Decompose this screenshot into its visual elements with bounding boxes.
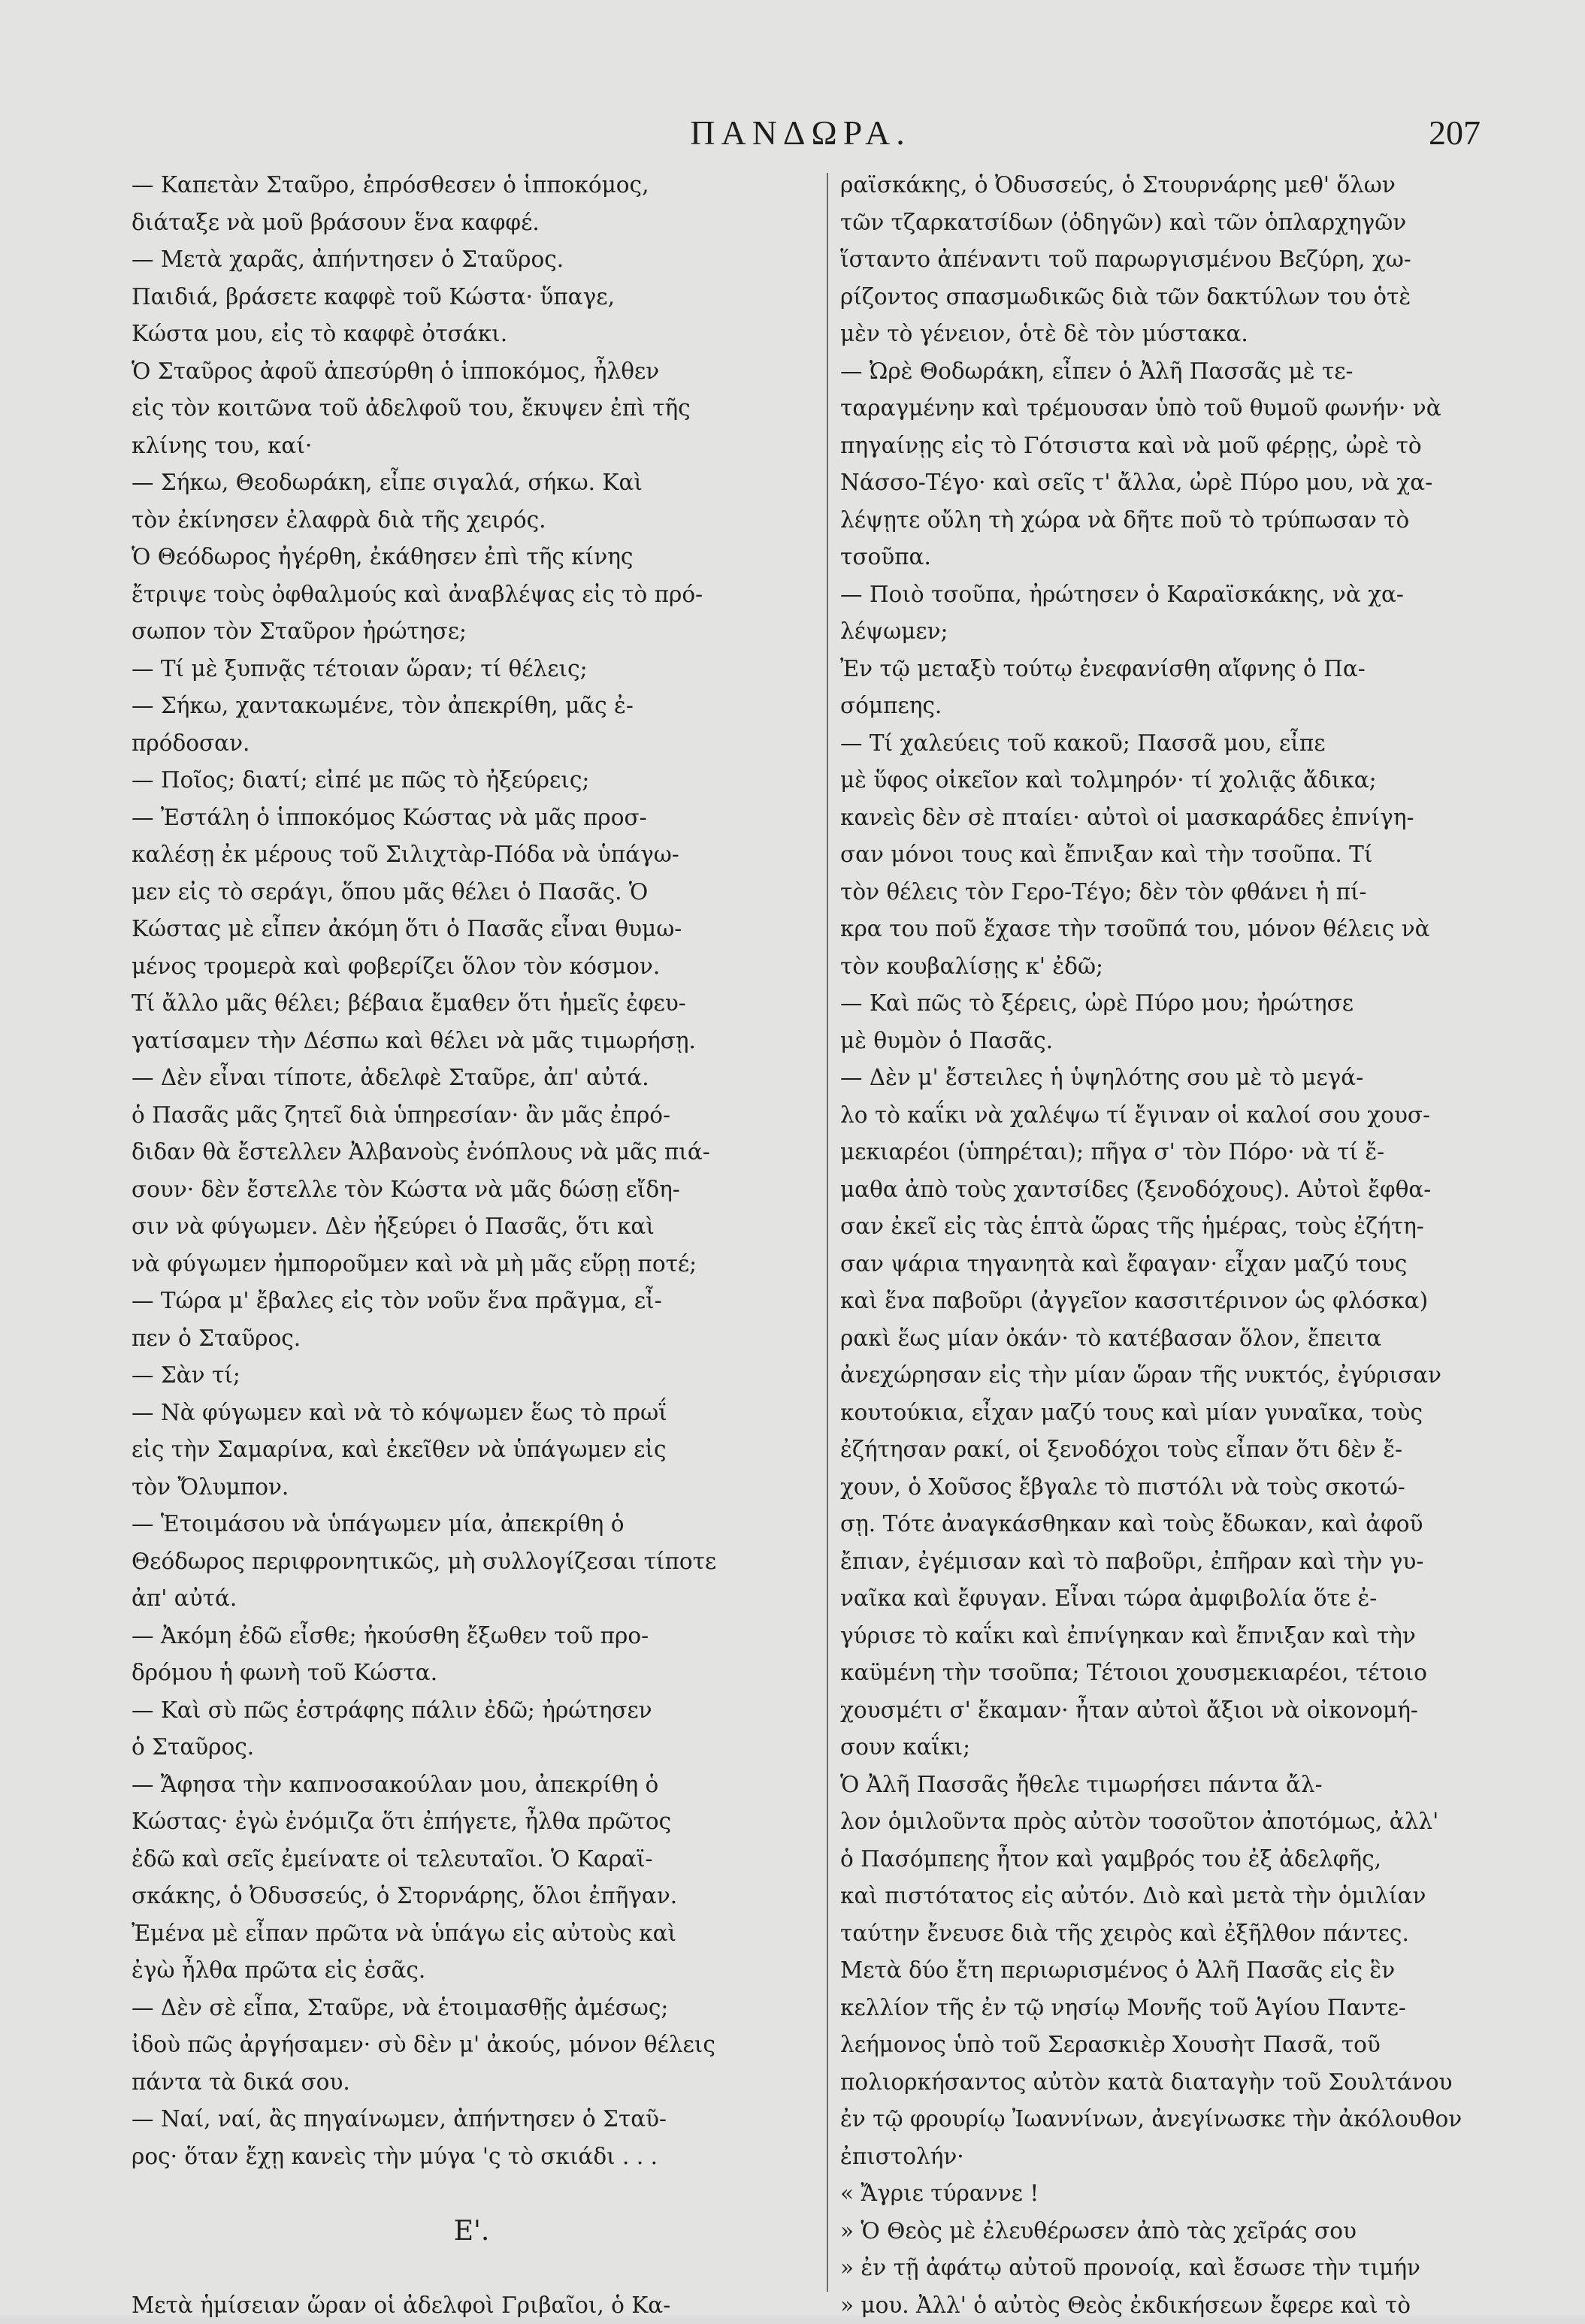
text-line <box>132 2250 812 2287</box>
text-line: — Ἀκόμη ἐδῶ εἶσθε; ἠκούσθη ἔξωθεν τοῦ προ- <box>132 1618 812 1655</box>
text-line: ἔτριψε τοὺς ὀφθαλμούς καὶ ἀναβλέψας εἰς τὸ πρό- <box>132 576 812 614</box>
text-line: ἐδῶ καὶ σεῖς ἐμείνατε οἱ τελευταῖοι. Ὁ Καραϊ- <box>132 1841 812 1878</box>
text-line: λέψῃτε οὔλη τὴ χώρα νὰ δῆτε ποῦ τὸ τρύπωσαν τὸ <box>840 502 1483 539</box>
text-line: — Σήκω, χαντακωμένε, τὸν ἀπεκρίθη, μᾶς ἐ- <box>132 688 812 725</box>
right-column <box>840 167 1483 2301</box>
section-heading: Ε'. <box>132 2213 812 2250</box>
text-line: σωπον τὸν Σταῦρον ἠρώτησε; <box>132 613 812 651</box>
text-line: » μου. Ἀλλ' ὁ αὐτὸς Θεὸς ἐκδικήσεων ἔφερε καὶ τὸ <box>840 2287 1483 2324</box>
text-line: καὶ πιστότατος εἰς αὐτόν. Διὸ καὶ μετὰ τὴν ὁμιλίαν <box>840 1878 1483 1915</box>
text-line: Κώστας μὲ εἶπεν ἀκόμη ὅτι ὁ Πασᾶς εἶναι θυμω- <box>132 911 812 948</box>
text-line: διδαν θὰ ἔστελλεν Ἀλβανοὺς ἐνόπλους νὰ μᾶς πιά- <box>132 1134 812 1171</box>
text-line: — Τί μὲ ξυπνᾷς τέτοιαν ὥραν; τί θέλεις; <box>132 651 812 688</box>
text-line: ρος· ὅταν ἔχῃ κανεὶς τὴν μύγα 'ς τὸ σκιάδι . . . <box>132 2138 812 2176</box>
text-line: Θεόδωρος περιφρονητικῶς, μὴ συλλογίζεσαι τίποτε <box>132 1543 812 1581</box>
text-line: σαν μόνοι τους καὶ ἔπνιξαν καὶ τὴν τσοῦπα. Τί <box>840 836 1483 874</box>
text-line: λο τὸ καΐκι νὰ χαλέψω τί ἔγιναν οἱ καλοί σου χουσ- <box>840 1097 1483 1135</box>
text-line: — Ποῖος; διατί; εἰπέ με πῶς τὸ ἠξεύρεις; <box>132 762 812 799</box>
page-number: 207 <box>1429 113 1481 153</box>
text-line: Μετὰ δύο ἔτη περιωρισμένος ὁ Ἀλῆ Πασᾶς εἰς ἓν <box>840 1952 1483 1990</box>
text-line: — Ποιὸ τσοῦπα, ἠρώτησεν ὁ Καραϊσκάκης, νὰ χα- <box>840 576 1483 614</box>
text-line: Κώστας· ἐγὼ ἐνόμιζα ὅτι ἐπήγετε, ἦλθα πρῶτος <box>132 1803 812 1841</box>
text-line: Ἐν τῷ μεταξὺ τούτῳ ἐνεφανίσθη αἴφνης ὁ Πα- <box>840 651 1483 688</box>
text-line: — Νὰ φύγωμεν καὶ νὰ τὸ κόψωμεν ἕως τὸ πρωΐ <box>132 1395 812 1432</box>
text-line: διάταξε νὰ μοῦ βράσουν ἕνα καφφέ. <box>132 204 812 242</box>
text-line: λεήμονος ὑπὸ τοῦ Σερασκιὲρ Χουσὴτ Πασᾶ, τοῦ <box>840 2026 1483 2064</box>
text-line: κανεὶς δὲν σὲ πταίει· αὐτοὶ οἱ μασκαράδες ἐπνίγη- <box>840 799 1483 837</box>
text-line: — Ναί, ναί, ἂς πηγαίνωμεν, ἀπήντησεν ὁ Σταῦ- <box>132 2101 812 2138</box>
text-line: σόμπεης. <box>840 688 1483 725</box>
text-line: γατίσαμεν τὴν Δέσπω καὶ θέλει νὰ μᾶς τιμωρήσῃ. <box>132 1023 812 1060</box>
text-line: πρόδοσαν. <box>132 725 812 763</box>
text-line: ἰδοὺ πῶς ἀργήσαμεν· σὺ δὲν μ' ἀκούς, μόνον θέλεις <box>132 2026 812 2064</box>
text-line: ναῖκα καὶ ἔφυγαν. Εἶναι τώρα ἀμφιβολία ὅτε ἐ- <box>840 1580 1483 1618</box>
text-line: Νάσσο-Τέγο· καὶ σεῖς τ' ἄλλα, ὠρὲ Πύρο μου, νὰ χα- <box>840 464 1483 502</box>
text-line: — Ὠρὲ Θοδωράκη, εἶπεν ὁ Ἀλῆ Πασσᾶς μὲ τε- <box>840 353 1483 391</box>
text-line: — Καὶ πῶς τὸ ξέρεις, ὠρὲ Πύρο μου; ἠρώτησε <box>840 985 1483 1023</box>
text-line: μαθα ἀπὸ τοὺς χαντσίδες (ξενοδόχους). Αὐτοὶ ἔφθα- <box>840 1171 1483 1209</box>
text-line: κουτούκια, εἶχαν μαζύ τους καὶ μίαν γυναῖκα, τοὺς <box>840 1395 1483 1432</box>
text-line: ἐζήτησαν ρακί, οἱ ξενοδόχοι τοὺς εἶπαν ὅτι δὲν ἔ- <box>840 1431 1483 1469</box>
text-line: σαν ψάρια τηγανητὰ καὶ ἔφαγαν· εἶχαν μαζύ τους <box>840 1246 1483 1283</box>
text-line: Τί ἄλλο μᾶς θέλει; βέβαια ἔμαθεν ὅτι ἡμεῖς ἐφευ- <box>132 985 812 1023</box>
text-line: τὸν ἐκίνησεν ἐλαφρὰ διὰ τῆς χειρός. <box>132 502 812 539</box>
text-line: ὁ Πασᾶς μᾶς ζητεῖ διὰ ὑπηρεσίαν· ἂν μᾶς ἐπρό- <box>132 1097 812 1135</box>
text-line: εἰς τὴν Σαμαρίνα, καὶ ἐκεῖθεν νὰ ὑπάγωμεν εἰς <box>132 1431 812 1469</box>
text-line: σιν νὰ φύγωμεν. Δὲν ἠξεύρει ὁ Πασᾶς, ὅτι καὶ <box>132 1208 812 1246</box>
text-line <box>132 2175 812 2213</box>
text-line: σουν· δὲν ἔστελλε τὸν Κώστα νὰ μᾶς δώσῃ εἴδη- <box>132 1171 812 1209</box>
text-line: Ὁ Σταῦρος ἀφοῦ ἀπεσύρθη ὁ ἱπποκόμος, ἦλθεν <box>132 353 812 391</box>
running-title: ΠΑΝΔΩΡΑ. <box>120 113 1481 153</box>
text-line: ρίζοντος σπασμωδικῶς διὰ τῶν δακτύλων του ὁτὲ <box>840 279 1483 316</box>
text-line: — Μετὰ χαρᾶς, ἀπήντησεν ὁ Σταῦρος. <box>132 241 812 279</box>
left-column <box>132 167 812 2301</box>
text-line: λέψωμεν; <box>840 613 1483 651</box>
text-line: — Τί χαλεύεις τοῦ κακοῦ; Πασσᾶ μου, εἶπε <box>840 725 1483 763</box>
text-line: χουν, ὁ Χοῦσος ἔβγαλε τὸ πιστόλι νὰ τοὺς σκοτώ- <box>840 1469 1483 1507</box>
text-line: ἐπιστολήν· <box>840 2138 1483 2176</box>
text-line: ρακὶ ἕως μίαν ὀκάν· τὸ κατέβασαν ὅλον, ἔπειτα <box>840 1320 1483 1358</box>
text-line: — Ἐστάλη ὁ ἱπποκόμος Κώστας νὰ μᾶς προσ- <box>132 799 812 837</box>
text-line: μεκιαρέοι (ὑπηρέται); πῆγα σ' τὸν Πόρο· νὰ τί ἔ- <box>840 1134 1483 1171</box>
text-line: Ὁ Θεόδωρος ἠγέρθη, ἐκάθησεν ἐπὶ τῆς κίνης <box>132 539 812 576</box>
text-line: μένος τρομερὰ καὶ φοβερίζει ὅλον τὸν κόσμον. <box>132 948 812 986</box>
text-line: μὲ θυμὸν ὁ Πασᾶς. <box>840 1023 1483 1060</box>
text-line: — Δὲν μ' ἔστειλες ἡ ὑψηλότης σου μὲ τὸ μεγά- <box>840 1059 1483 1097</box>
text-line: ὁ Σταῦρος. <box>132 1729 812 1766</box>
text-line: — Καὶ σὺ πῶς ἐστράφης πάλιν ἐδῶ; ἠρώτησεν <box>132 1692 812 1730</box>
text-line: — Ἄφησα τὴν καπνοσακούλαν μου, ἀπεκρίθη ὁ <box>132 1766 812 1804</box>
text-line: γύρισε τὸ καΐκι καὶ ἐπνίγηκαν καὶ ἔπνιξαν καὶ τὴν <box>840 1618 1483 1655</box>
text-line: — Σήκω, Θεοδωράκη, εἶπε σιγαλά, σήκω. Καὶ <box>132 464 812 502</box>
text-line: μὲν τὸ γένειον, ὁτὲ δὲ τὸν μύστακα. <box>840 316 1483 353</box>
text-line: — Τώρα μ' ἔβαλες εἰς τὸν νοῦν ἕνα πρᾶγμα, εἶ- <box>132 1283 812 1320</box>
text-line: Ὁ Ἀλῆ Πασσᾶς ἤθελε τιμωρήσει πάντα ἄλ- <box>840 1766 1483 1804</box>
text-line: μὲ ὕφος οἰκεῖον καὶ τολμηρόν· τί χολιᾷς ἄδικα; <box>840 762 1483 799</box>
text-line: ἐν τῷ φρουρίῳ Ἰωαννίνων, ἀνεγίνωσκε τὴν ἀκόλουθον <box>840 2101 1483 2138</box>
text-line: τῶν τζαρκατσίδων (ὁδηγῶν) καὶ τῶν ὁπλαρχηγῶν <box>840 204 1483 242</box>
text-line: σαν ἐκεῖ εἰς τὰς ἑπτὰ ὥρας τῆς ἡμέρας, τοὺς ἐζήτη- <box>840 1208 1483 1246</box>
text-line: τὸν θέλεις τὸν Γερο-Τέγο; δὲν τὸν φθάνει ἡ πί- <box>840 874 1483 911</box>
page-header <box>120 113 1481 165</box>
text-line: καὶ ἕνα παβοῦρι (ἀγγεῖον κασσιτέρινον ὡς φλόσκα) <box>840 1283 1483 1320</box>
text-line: — Δὲν εἶναι τίποτε, ἀδελφὲ Σταῦρε, ἀπ' αὐτά. <box>132 1059 812 1097</box>
text-line: « Ἄγριε τύραννε ! <box>840 2175 1483 2213</box>
text-line: κλίνης του, καί· <box>132 428 812 465</box>
text-line: καλέσῃ ἐκ μέρους τοῦ Σιλιχτὰρ-Πόδα νὰ ὑπάγω- <box>132 836 812 874</box>
text-line: — Ἑτοιμάσου νὰ ὑπάγωμεν μία, ἀπεκρίθη ὁ <box>132 1506 812 1543</box>
text-line: ταραγμένην καὶ τρέμουσαν ὑπὸ τοῦ θυμοῦ φωνήν· νὰ <box>840 390 1483 428</box>
text-line: ἀπ' αὐτά. <box>132 1580 812 1618</box>
text-line: — Καπετὰν Σταῦρο, ἐπρόσθεσεν ὁ ἱπποκόμος, <box>132 167 812 204</box>
text-line: μεν εἰς τὸ σεράγι, ὅπου μᾶς θέλει ὁ Πασᾶς. Ὁ <box>132 874 812 911</box>
text-line: ὁ Πασόμπεης ἦτον καὶ γαμβρός του ἐξ ἀδελφῆς, <box>840 1841 1483 1878</box>
text-line: ραϊσκάκης, ὁ Ὀδυσσεύς, ὁ Στουρνάρης μεθ' ὅλων <box>840 167 1483 204</box>
text-line: τὸν κουβαλίσῃς κ' ἐδῶ; <box>840 948 1483 986</box>
text-line: σῃ. Τότε ἀναγκάσθηκαν καὶ τοὺς ἔδωκαν, καὶ ἀφοῦ <box>840 1506 1483 1543</box>
text-line: λον ὁμιλοῦντα πρὸς αὐτὸν τοσοῦτον ἀποτόμως, ἀλλ' <box>840 1803 1483 1841</box>
text-line: καϋμένη τὴν τσοῦπα; Τέτοιοι χουσμεκιαρέοι, τέτοιο <box>840 1655 1483 1692</box>
text-line: — Δὲν σὲ εἶπα, Σταῦρε, νὰ ἑτοιμασθῇς ἀμέσως; <box>132 1990 812 2027</box>
text-line: σκάκης, ὁ Ὀδυσσεύς, ὁ Στορνάρης, ὅλοι ἐπῆγαν. <box>132 1878 812 1915</box>
text-line: εἰς τὸν κοιτῶνα τοῦ ἀδελφοῦ του, ἔκυψεν ἐπὶ τῆς <box>132 390 812 428</box>
text-line: πηγαίνῃς εἰς τὸ Γότσιστα καὶ νὰ μοῦ φέρῃς, ὠρὲ τὸ <box>840 428 1483 465</box>
text-line: κρα του ποῦ ἔχασε τὴν τσοῦπά του, μόνον θέλεις νὰ <box>840 911 1483 948</box>
text-line: πεν ὁ Σταῦρος. <box>132 1320 812 1358</box>
text-line: σουν καΐκι; <box>840 1729 1483 1766</box>
text-line: νὰ φύγωμεν ἠμποροῦμεν καὶ νὰ μὴ μᾶς εὕρῃ ποτέ; <box>132 1246 812 1283</box>
text-line: κελλίον τῆς ἐν τῷ νησίῳ Μονῆς τοῦ Ἁγίου Παντε- <box>840 1990 1483 2027</box>
text-line: Κώστα μου, εἰς τὸ καφφὲ ὀτσάκι. <box>132 316 812 353</box>
text-line: ἔπιαν, ἐγέμισαν καὶ τὸ παβοῦρι, ἐπῆραν καὶ τὴν γυ- <box>840 1543 1483 1581</box>
text-line: ἐγὼ ἦλθα πρῶτα εἰς ἐσᾶς. <box>132 1952 812 1990</box>
text-line: ἀνεχώρησαν εἰς τὴν μίαν ὥραν τῆς νυκτός, ἐγύρισαν <box>840 1357 1483 1395</box>
text-line: Ἐμένα μὲ εἶπαν πρῶτα νὰ ὑπάγω εἰς αὐτοὺς καὶ <box>132 1915 812 1953</box>
column-divider <box>827 173 828 2292</box>
text-line: πάντα τὰ δικά σου. <box>132 2064 812 2102</box>
text-line: τσοῦπα. <box>840 539 1483 576</box>
text-line: Παιδιά, βράσετε καφφὲ τοῦ Κώστα· ὕπαγε, <box>132 279 812 316</box>
text-line: τὸν Ὄλυμπον. <box>132 1469 812 1507</box>
text-line: ἵσταντο ἀπέναντι τοῦ παρωργισμένου Βεζύρη, χω- <box>840 241 1483 279</box>
text-line: — Σὰν τί; <box>132 1357 812 1395</box>
text-line: » Ὁ Θεὸς μὲ ἐλευθέρωσεν ἀπὸ τὰς χεῖράς σου <box>840 2213 1483 2250</box>
text-line: χουσμέτι σ' ἔκαμαν· ἦταν αὐτοὶ ἄξιοι νὰ οἰκονομή- <box>840 1692 1483 1730</box>
text-line: » ἐν τῇ ἀφάτῳ αὐτοῦ προνοίᾳ, καὶ ἔσωσε τὴν τιμήν <box>840 2250 1483 2287</box>
text-line: πολιορκήσαντος αὐτὸν κατὰ διαταγὴν τοῦ Σουλτάνου <box>840 2064 1483 2102</box>
text-line: δρόμου ἡ φωνὴ τοῦ Κώστα. <box>132 1655 812 1692</box>
text-line: Μετὰ ἡμίσειαν ὥραν οἱ ἀδελφοὶ Γριβαῖοι, ὁ Κα- <box>132 2287 812 2324</box>
text-line: ταύτην ἔνευσε διὰ τῆς χειρὸς καὶ ἐξῆλθον πάντες. <box>840 1915 1483 1953</box>
